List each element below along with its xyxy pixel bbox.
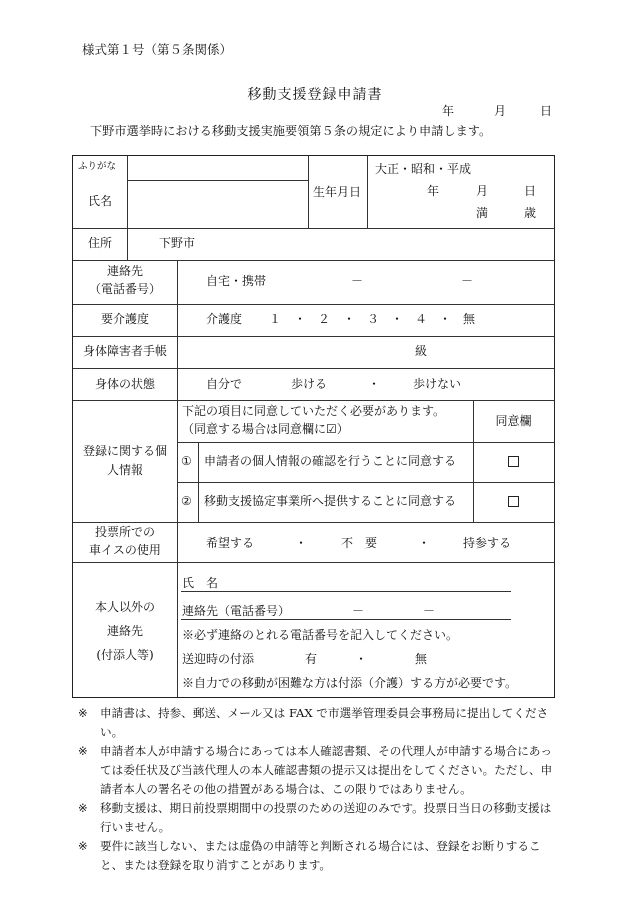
care-dot: ・ <box>343 312 356 326</box>
intro-text: 下野市選挙時における移動支援実施要領第５条の規定により申請します。 <box>90 124 492 138</box>
care-level-none: 無 <box>463 312 476 326</box>
other-contact-label-1: 本人以外の <box>94 600 155 614</box>
address-label: 住所 <box>88 236 113 250</box>
other-contact-label-2: 連絡先 <box>106 624 143 638</box>
other-contact-phone-label: 連絡先（電話番号） <box>182 604 291 618</box>
other-contact-dash-1: － <box>352 604 365 618</box>
birth-month-label: 月 <box>476 184 489 198</box>
consent-label-1: 登録に関する個 <box>82 444 167 458</box>
consent-instruction-2: （同意する場合は同意欄に☑） <box>182 422 349 436</box>
furigana-label: ふりがな <box>78 161 117 172</box>
wheelchair-option-not-needed: 不 要 <box>341 536 378 550</box>
age-prefix: 満 <box>476 206 489 220</box>
wheelchair-label-2: 車イスの使用 <box>89 543 161 557</box>
other-contact-dash-2: － <box>423 604 436 618</box>
consent-item-1-number: ① <box>181 454 192 468</box>
other-note-phone: ※必ず連絡のとれる電話番号を記入してください。 <box>182 628 459 642</box>
other-escort-label: 送迎時の付添 <box>182 652 255 666</box>
birth-day-label: 日 <box>524 184 537 198</box>
physical-self: 自分で <box>206 377 243 391</box>
era-options: 大正・昭和・平成 <box>375 162 472 176</box>
date-day-label: 日 <box>540 104 553 118</box>
wheelchair-dot: ・ <box>418 536 431 550</box>
address-value: 下野市 <box>159 236 196 250</box>
wheelchair-label-1: 投票所での <box>94 525 155 539</box>
note-item: ※ 移動支援は、期日前投票期間中の投票のための送迎のみです。投票日当日の移動支援は行いません。 <box>78 801 552 834</box>
date-month-label: 月 <box>494 104 507 118</box>
consent-item-1-text: 申請者の個人情報の確認を行うことに同意する <box>204 454 457 468</box>
birthdate-label: 生年月日 <box>313 185 362 199</box>
physical-can-walk: 歩ける <box>291 377 328 391</box>
consent-column-header: 同意欄 <box>495 414 532 428</box>
disability-grade: 級 <box>415 344 428 358</box>
age-suffix: 歳 <box>524 206 537 220</box>
care-level-prefix: 介護度 <box>206 312 243 326</box>
other-escort-no: 無 <box>415 652 428 666</box>
other-name-label: 氏 名 <box>182 576 219 590</box>
form-number: 様式第１号（第５条関係） <box>82 42 233 57</box>
care-level-3: ３ <box>367 312 380 326</box>
date-year-label: 年 <box>442 104 455 118</box>
care-level-label: 要介護度 <box>100 312 149 326</box>
consent-item-1-checkbox[interactable] <box>508 456 519 467</box>
physical-cannot-walk: 歩けない <box>413 377 462 391</box>
note-item: ※ 申請書は、持参、郵送、メール又は FAX で市選挙管理委員会事務局に提出してください。 <box>78 706 549 739</box>
wheelchair-dot: ・ <box>295 536 308 550</box>
care-dot: ・ <box>391 312 404 326</box>
contact-dash-2: － <box>461 274 474 288</box>
other-escort-yes: 有 <box>305 652 318 666</box>
care-dot: ・ <box>294 312 307 326</box>
care-level-1: １ <box>269 312 282 326</box>
disability-label: 身体障害者手帳 <box>82 344 167 358</box>
birth-year-label: 年 <box>427 184 440 198</box>
consent-item-2-number: ② <box>181 494 192 508</box>
wheelchair-option-wish: 希望する <box>206 536 255 550</box>
consent-label-2: 人情報 <box>106 463 143 477</box>
consent-item-2-checkbox[interactable] <box>508 496 519 507</box>
other-escort-dot: ・ <box>355 652 368 666</box>
care-level-2: ２ <box>318 312 331 326</box>
care-dot: ・ <box>439 312 452 326</box>
physical-label: 身体の状態 <box>94 377 155 391</box>
application-form-table <box>72 155 555 698</box>
contact-label-1: 連絡先 <box>106 264 143 278</box>
form-title: 移動支援登録申請書 <box>247 87 383 103</box>
consent-instruction-1: 下記の項目に同意していただく必要があります。 <box>182 404 446 418</box>
name-label: 氏名 <box>88 194 113 208</box>
note-item: ※ 要件に該当しない、または虚偽の申請等と判断される場合には、登録をお断りすること、または登録を取り消すことがあります。 <box>78 839 541 872</box>
consent-item-2-text: 移動支援協定事業所へ提供することに同意する <box>204 494 457 508</box>
contact-label-2: （電話番号） <box>88 282 161 296</box>
physical-dot: ・ <box>368 377 381 391</box>
other-note-escort: ※自力での移動が困難な方は付添（介護）する方が必要です。 <box>182 676 518 690</box>
contact-type: 自宅・携帯 <box>206 274 267 288</box>
contact-dash-1: － <box>351 274 364 288</box>
care-level-4: ４ <box>415 312 428 326</box>
wheelchair-option-bring: 持参する <box>463 536 512 550</box>
note-item: ※ 申請者本人が申請する場合にあっては本人確認書類、その代理人が申請する場合にあっては委任状及び当該代理人の本人確認書類の提示又は提出をしてください。ただし、申請者本人の署名その他の措置がある場合は、この限りではありません。 <box>78 744 553 796</box>
notes-section <box>78 704 556 875</box>
other-contact-label-3: (付添人等) <box>96 648 154 662</box>
